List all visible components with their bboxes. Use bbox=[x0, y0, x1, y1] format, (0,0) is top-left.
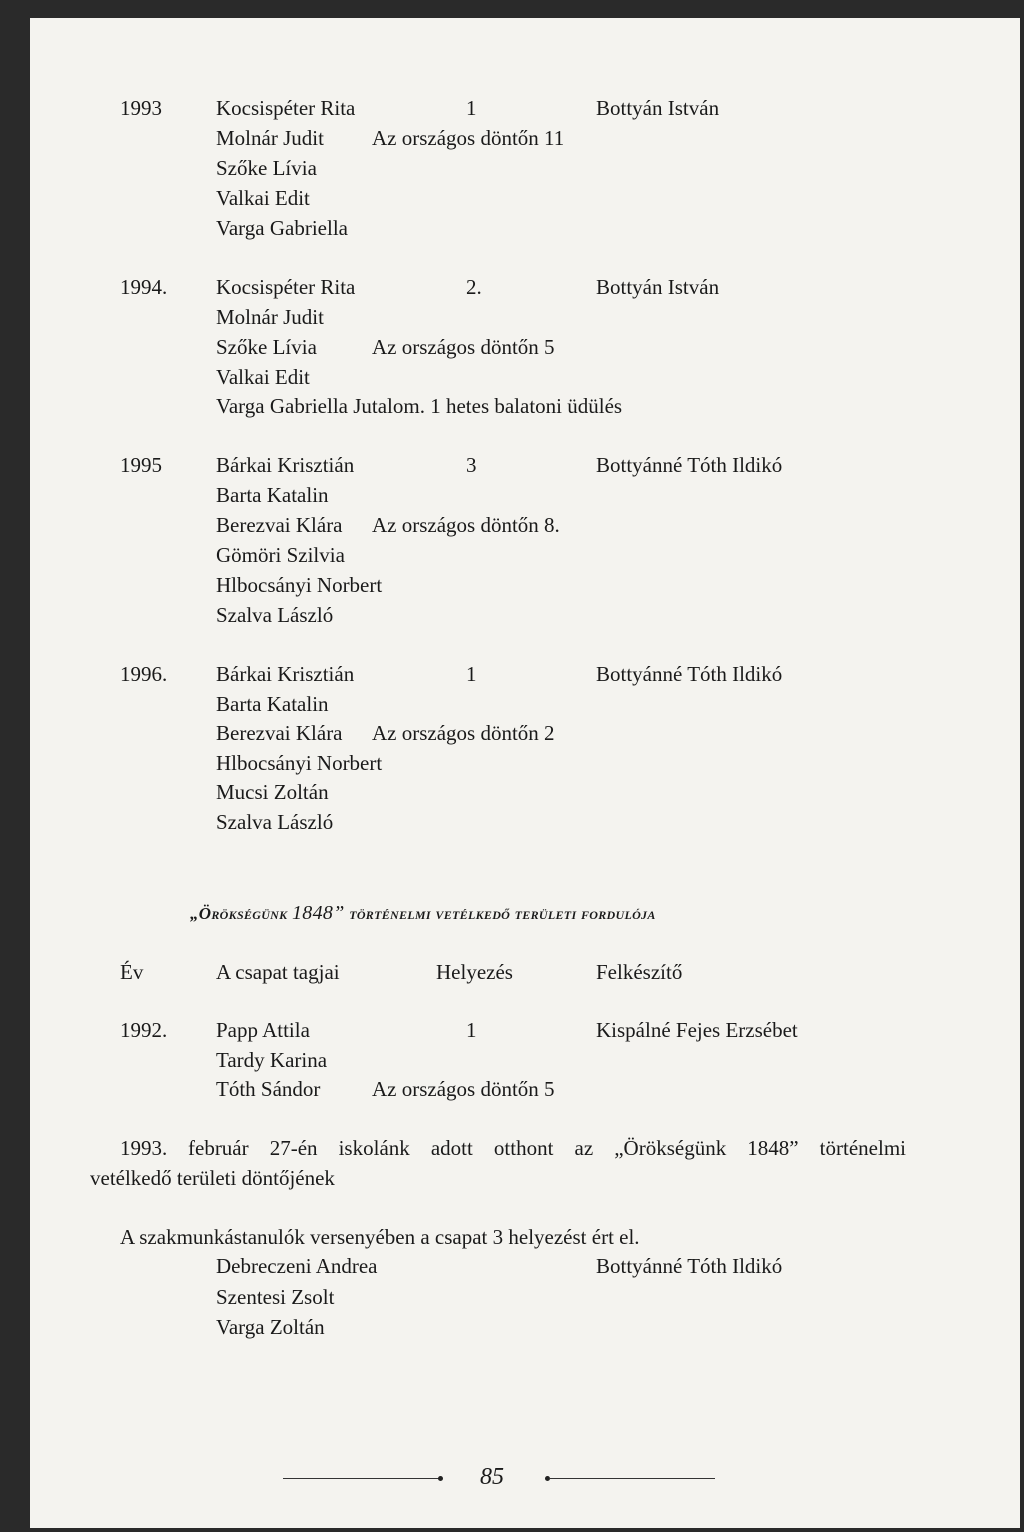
section-1993-year: 1993 bbox=[120, 96, 162, 120]
section-heading bbox=[190, 902, 656, 925]
heading-prefix: „Örökségünk bbox=[190, 904, 288, 923]
section-1993-member-1: Kocsispéter Rita bbox=[216, 96, 356, 120]
section-1995-member-6: Szalva László bbox=[216, 603, 334, 627]
table-header-placement: Helyezés bbox=[436, 960, 513, 984]
apprentice-member-2: Szentesi Zsolt bbox=[216, 1285, 335, 1309]
section-1994-year: 1994. bbox=[120, 275, 168, 299]
section-1992-year: 1992. bbox=[120, 1018, 168, 1042]
section-1993-note: Az országos döntőn 11 bbox=[372, 126, 565, 150]
section-1995-member-5: Hlbocsányi Norbert bbox=[216, 573, 383, 597]
section-1995-member-2: Barta Katalin bbox=[216, 483, 329, 507]
section-1993-member-5: Varga Gabriella bbox=[216, 216, 348, 240]
paragraph-1993-line2: vetélkedő területi döntőjének bbox=[90, 1166, 335, 1190]
section-1996-member-3: Berezvai Klára bbox=[216, 721, 343, 745]
section-1996-trainer: Bottyánné Tóth Ildikó bbox=[596, 662, 783, 686]
heading-suffix: történelmi vetélkedő területi fordulója bbox=[349, 904, 656, 923]
section-1993-trainer: Bottyán István bbox=[596, 96, 720, 120]
apprentice-member-3: Varga Zoltán bbox=[216, 1315, 325, 1339]
section-1994-member-4: Valkai Edit bbox=[216, 365, 310, 389]
table-header-members: A csapat tagjai bbox=[216, 960, 340, 984]
section-1993-placement: 1 bbox=[466, 96, 477, 120]
section-1996-placement: 1 bbox=[466, 662, 477, 686]
page-number: 85 bbox=[480, 1464, 504, 1490]
paragraph-1993-year: 1993. bbox=[120, 1136, 168, 1160]
section-1992-member-3: Tóth Sándor bbox=[216, 1077, 321, 1101]
section-1994-trainer: Bottyán István bbox=[596, 275, 720, 299]
table-header-trainer: Felkészítő bbox=[596, 960, 683, 984]
section-1995-member-4: Gömöri Szilvia bbox=[216, 543, 345, 567]
apprentice-sentence: A szakmunkástanulók versenyében a csapat 3 helyezést ért el. bbox=[120, 1225, 640, 1249]
section-1994-member-3: Szőke Lívia bbox=[216, 335, 317, 359]
section-1994-member-5: Varga Gabriella Jutalom. 1 hetes balatoni üdülés bbox=[216, 394, 623, 418]
section-1996-member-5: Mucsi Zoltán bbox=[216, 780, 329, 804]
section-1995-note: Az országos döntőn 8. bbox=[372, 513, 560, 537]
section-1993-member-4: Valkai Edit bbox=[216, 186, 310, 210]
section-1996-member-4: Hlbocsányi Norbert bbox=[216, 751, 383, 775]
section-1992-member-2: Tardy Karina bbox=[216, 1048, 328, 1072]
footer-dot-left bbox=[438, 1476, 443, 1481]
document-page bbox=[30, 18, 1020, 1528]
section-1996-note: Az országos döntőn 2 bbox=[372, 721, 555, 745]
section-1992-member-1: Papp Attila bbox=[216, 1018, 310, 1042]
section-1995-year: 1995 bbox=[120, 453, 162, 477]
section-1994-note: Az országos döntőn 5 bbox=[372, 335, 555, 359]
section-1993-member-2: Molnár Judit bbox=[216, 126, 324, 150]
section-1993-member-3: Szőke Lívia bbox=[216, 156, 317, 180]
section-1996-year: 1996. bbox=[120, 662, 168, 686]
footer-rule-right bbox=[549, 1478, 715, 1479]
section-1994-placement: 2. bbox=[466, 275, 482, 299]
section-1994-member-1: Kocsispéter Rita bbox=[216, 275, 356, 299]
section-1995-member-1: Bárkai Krisztián bbox=[216, 453, 355, 477]
section-1992-trainer: Kispálné Fejes Erzsébet bbox=[596, 1018, 798, 1042]
heading-year: 1848” bbox=[292, 902, 345, 924]
section-1992-note: Az országos döntőn 5 bbox=[372, 1077, 555, 1101]
section-1992-placement: 1 bbox=[466, 1018, 477, 1042]
section-1994-member-2: Molnár Judit bbox=[216, 305, 324, 329]
apprentice-trainer: Bottyánné Tóth Ildikó bbox=[596, 1254, 783, 1278]
section-1995-member-3: Berezvai Klára bbox=[216, 513, 343, 537]
footer-rule-left bbox=[283, 1478, 440, 1479]
paragraph-1993-text: február 27-én iskolánk adott otthont az „Örökségünk 1848” történelmi bbox=[188, 1136, 906, 1160]
section-1995-trainer: Bottyánné Tóth Ildikó bbox=[596, 453, 783, 477]
table-header-year: Év bbox=[120, 960, 144, 984]
apprentice-member-1: Debreczeni Andrea bbox=[216, 1254, 378, 1278]
section-1996-member-1: Bárkai Krisztián bbox=[216, 662, 355, 686]
section-1996-member-2: Barta Katalin bbox=[216, 692, 329, 716]
section-1996-member-6: Szalva László bbox=[216, 810, 334, 834]
section-1995-placement: 3 bbox=[466, 453, 477, 477]
